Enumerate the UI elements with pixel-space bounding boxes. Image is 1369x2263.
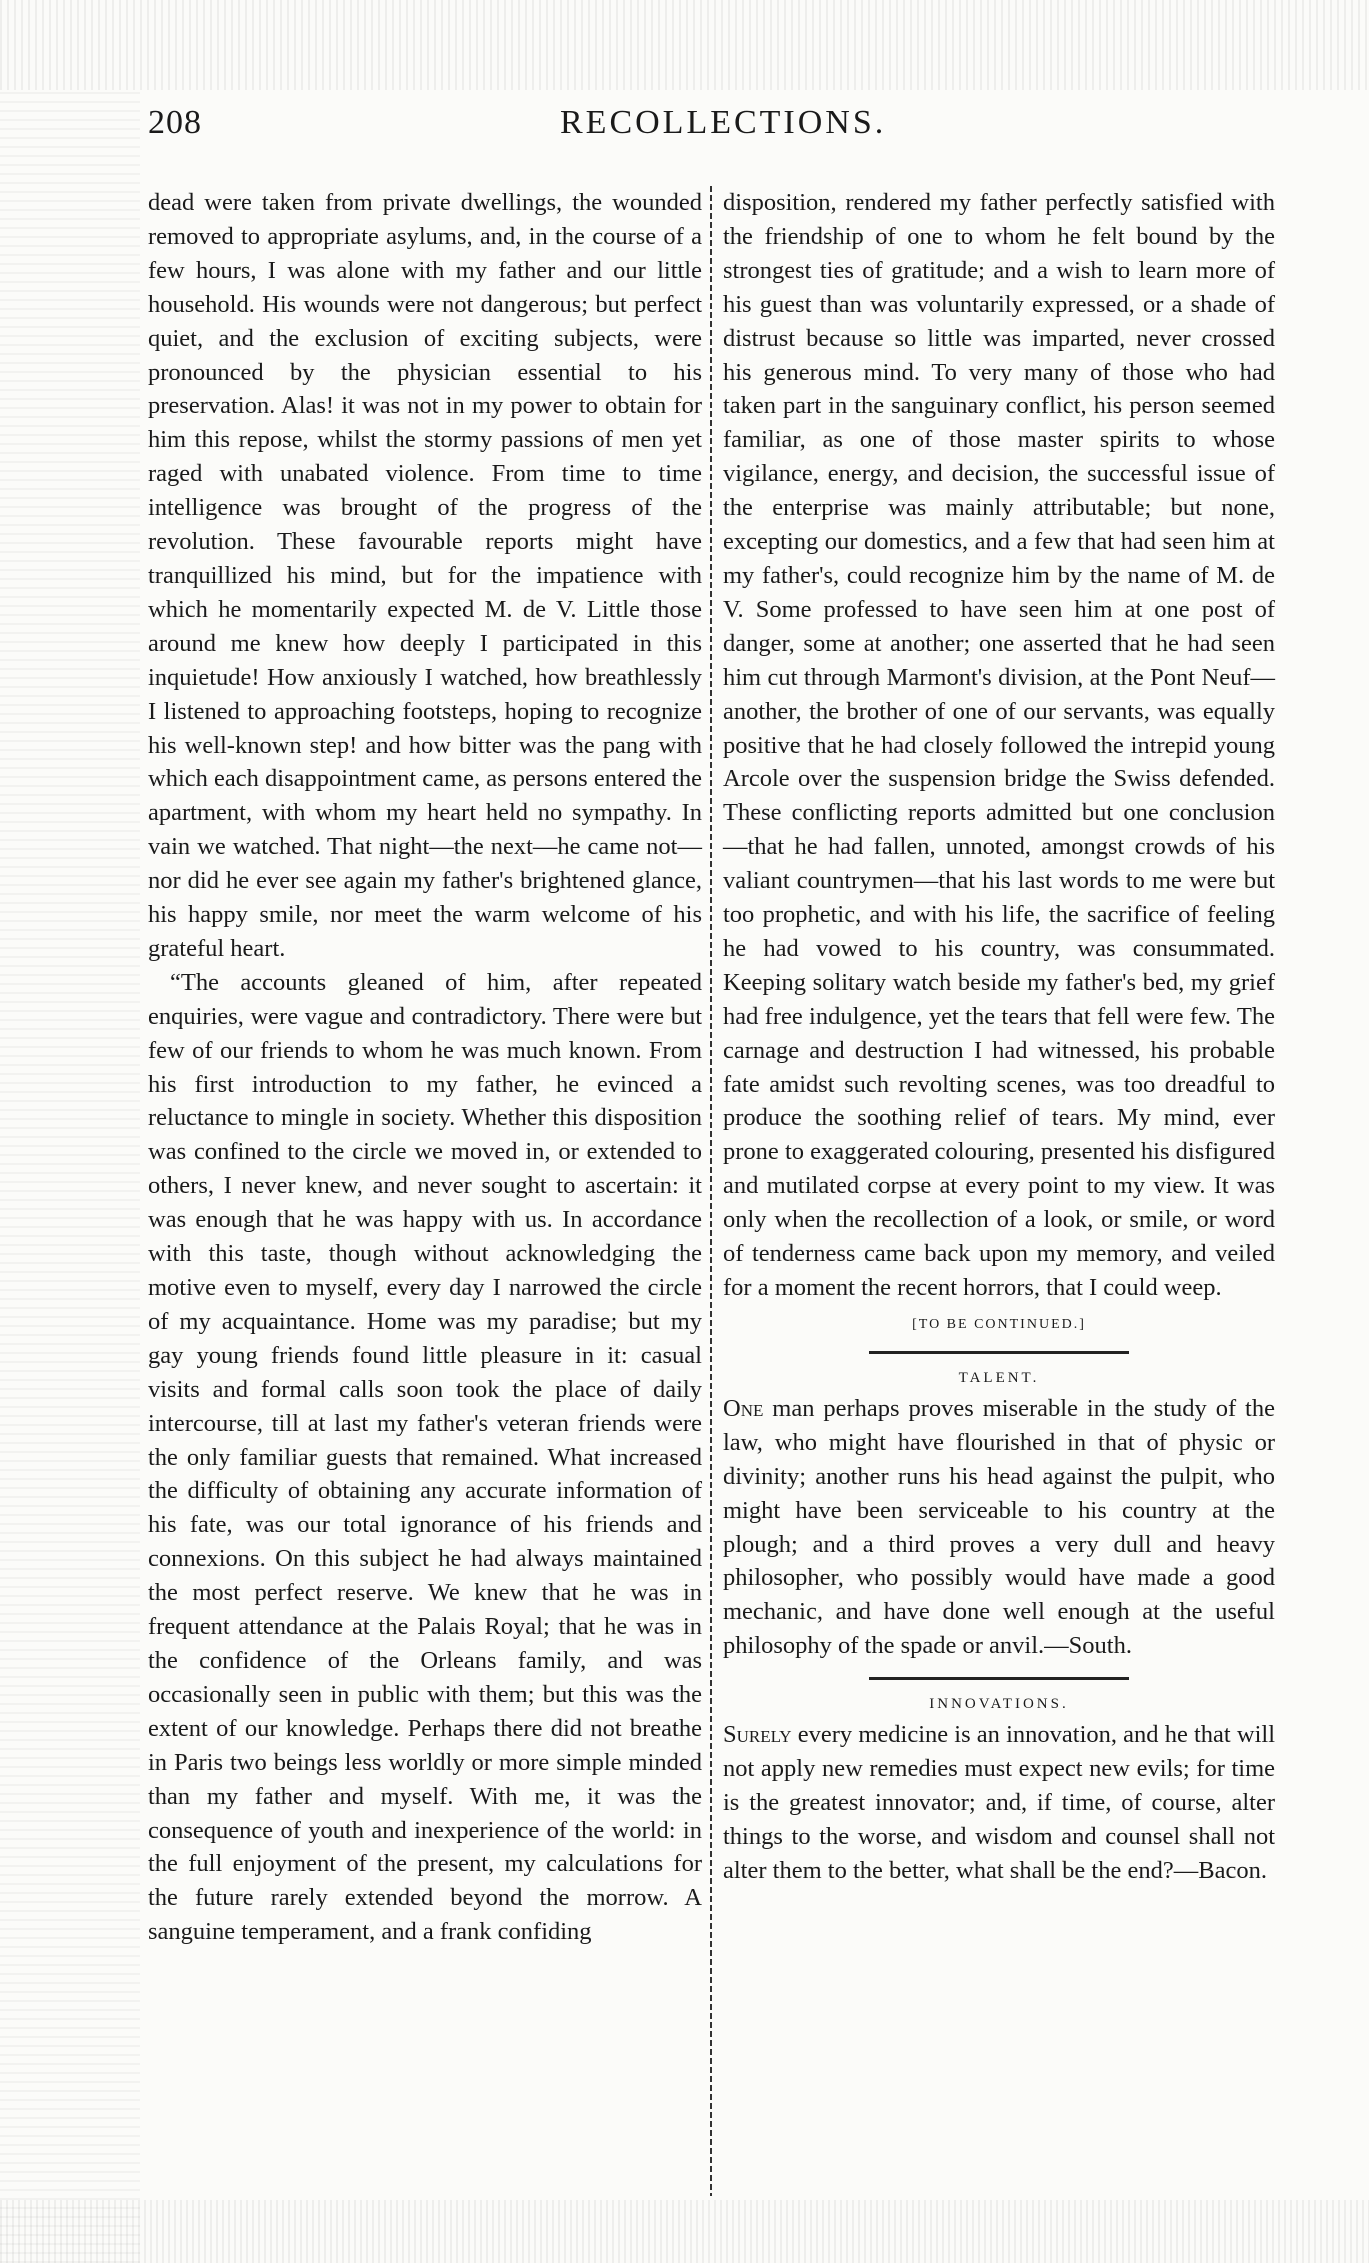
page-number: 208 <box>148 104 202 141</box>
left-column <box>148 186 702 1949</box>
left-paragraph-1: dead were taken from private dwellings, the wounded removed to appropriate asylums, and, in the course of a few hours, I was alone with my father and our little household. His wounds were not dangerous; but perfect quiet, and the exclusion of exciting subjects, were pronounced by the physician essential to his preservation. Alas! it was not in my power to obtain for him this repose, whilst the stormy passions of men yet raged with unabated violence. From time to time intelligence was brought of the progress of the revolution. These favourable reports might have tranquillized his mind, but for the impatience with which he momentarily expected M. de V. Little those around me knew how deeply I participated in this inquietude! How anxiously I watched, how breathlessly I listened to approaching footsteps, hoping to recognize his well-known step! and how bitter was the pang with which each disappointment came, as persons entered the apartment, with whom my heart held no sympathy. In vain we watched. That night—the next—he came not—nor did he ever see again my father's brightened glance, his happy smile, nor meet the warm welcome of his grateful heart. <box>148 189 702 962</box>
innovations-title: INNOVATIONS. <box>929 1696 1069 1713</box>
column-divider <box>710 186 712 2196</box>
innovations-paragraph <box>723 1718 1275 1888</box>
right-column <box>723 186 1275 1888</box>
scan-noise-top <box>0 0 1369 90</box>
talent-paragraph <box>723 1392 1275 1663</box>
innovations-text: every medicine is an innovation, and he that will not apply new remedies must expect new evils; for time is the greatest innovator; and, if time, of course, alter things to the worse, and wisdom and counsel shall not alter them to the better, what shall be the end?—Bacon. <box>723 1721 1275 1884</box>
left-paragraph-2: “The accounts gleaned of him, after repeated enquiries, were vague and contradictory. There were but few of our friends to whom he was much known. From his first introduction to my father, he evinced a reluctance to mingle in society. Whether this disposition was confined to the circle we moved in, or extended to others, I never knew, and never sought to ascertain: it was enough that he was happy with us. In accordance with this taste, though without acknowledging the motive even to myself, every day I narrowed the circle of my acquaintance. Home was my paradise; but my gay young friends found little pleasure in it: casual visits and formal calls soon took the place of daily intercourse, till at last my father's veteran friends were the only familiar guests that remained. What increased the difficulty of obtaining any accurate information of his fate, was our total ignorance of his friends and connexions. On this subject he had always maintained the most perfect reserve. We knew that he was in frequent attendance at the Palais Royal; that he was in the confidence of the Orleans family, and was occasionally seen in public with them; but this was the extent of our knowledge. Perhaps there did not breathe in Paris two beings less worldly or more simple minded than my father and myself. With me, it was the consequence of youth and inexperience of the world: in the full enjoyment of the present, my calculations for the future rarely extended beyond the morrow. A sanguine temperament, and a frank confiding <box>148 968 702 1946</box>
running-title: RECOLLECTIONS. <box>560 104 887 141</box>
talent-title: TALENT. <box>958 1369 1040 1386</box>
talent-text: man perhaps proves miserable in the study of the law, who might have flourished in that of physic or divinity; another runs his head against the pulpit, who might have been serviceable to his country at the plough; and a third proves a very dull and heavy philosopher, who possibly would have made a good mechanic, and have done well enough at the useful philosophy of the spade or anvil.—South. <box>723 1394 1275 1660</box>
scan-noise-left <box>0 90 140 2263</box>
innovations-lead-word: Surely <box>723 1721 792 1749</box>
talent-lead-word: One <box>723 1394 764 1422</box>
to-be-continued-note: [TO BE CONTINUED.] <box>912 1316 1086 1332</box>
section-rule-2 <box>869 1677 1129 1680</box>
section-rule-1 <box>869 1351 1129 1354</box>
right-paragraph-1: disposition, rendered my father perfectly satisfied with the friendship of one to whom he felt bound by the strongest ties of gratitude; and a wish to learn more of his guest than was voluntarily expressed, or a shade of distrust because so little was imparted, never crossed his generous mind. To very many of those who had taken part in the sanguinary conflict, his person seemed familiar, as one of those master spirits to whose vigilance, energy, and decision, the successful issue of the enterprise was mainly attributable; but none, excepting our domestics, and a few that had seen him at my father's, could recognize him by the name of M. de V. Some professed to have seen him at one post of danger, some at another; one asserted that he had seen him cut through Marmont's division, at the Pont Neuf—another, the brother of one of our servants, was equally positive that he had closely followed the intrepid young Arcole over the suspension bridge the Swiss defended. These conflicting reports admitted but one conclusion—that he had fallen, unnoted, amongst crowds of his valiant countrymen—that his last words to me were but too prophetic, and with his life, the sacrifice of feeling he had vowed to his country, was consummated. Keeping solitary watch beside my father's bed, my grief had free indulgence, yet the tears that fell were few. The carnage and destruction I had witnessed, his probable fate amidst such revolting scenes, was too dreadful to produce the soothing relief of tears. My mind, ever prone to exaggerated colouring, presented his disfigured and mutilated corpse at every point to my view. It was only when the recollection of a look, or smile, or word of tenderness came back upon my memory, and veiled for a moment the recent horrors, that I could weep. <box>723 189 1275 1301</box>
scan-noise-bottom <box>0 2200 1369 2263</box>
